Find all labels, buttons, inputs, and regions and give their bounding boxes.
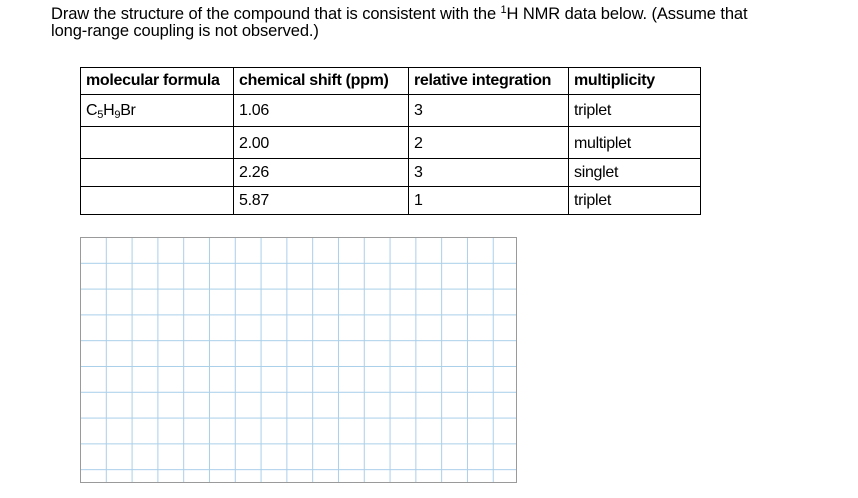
nmr-data-table xyxy=(80,67,701,215)
integration-cell: 3 xyxy=(409,95,569,127)
integration-cell: 3 xyxy=(409,159,569,187)
chemical-shift-cell: 2.00 xyxy=(234,127,409,159)
question-line2: long-range coupling is not observed.) xyxy=(51,22,319,40)
question-text xyxy=(51,6,841,40)
integration-cell: 1 xyxy=(409,187,569,215)
molecular-formula-cell xyxy=(81,127,234,159)
header-relative-integration: relative integration xyxy=(409,68,569,95)
integration-cell: 2 xyxy=(409,127,569,159)
multiplicity-cell: triplet xyxy=(569,187,701,215)
chemical-shift-cell: 1.06 xyxy=(234,95,409,127)
molecular-formula-cell xyxy=(81,159,234,187)
chemical-shift-cell: 5.87 xyxy=(234,187,409,215)
header-multiplicity: multiplicity xyxy=(569,68,701,95)
table-row xyxy=(81,127,701,159)
multiplicity-cell: triplet xyxy=(569,95,701,127)
multiplicity-cell: singlet xyxy=(569,159,701,187)
formula-bromine: Br xyxy=(120,101,136,119)
question-line1-end: H NMR data below. (Assume that xyxy=(506,5,748,23)
multiplicity-cell: multiplet xyxy=(569,127,701,159)
table-header-row xyxy=(81,68,701,95)
table-row xyxy=(81,95,701,127)
molecular-formula-cell xyxy=(81,187,234,215)
header-molecular-formula: molecular formula xyxy=(81,68,234,95)
formula-carbon: C xyxy=(86,101,98,119)
table-row xyxy=(81,159,701,187)
formula-hydrogen: H xyxy=(103,101,115,119)
formula-hydrogen-count: 9 xyxy=(114,108,121,121)
molecular-formula-cell xyxy=(81,95,234,127)
table-row xyxy=(81,187,701,215)
question-superscript: 1 xyxy=(500,4,507,16)
formula-carbon-count: 5 xyxy=(97,108,104,121)
structure-drawing-canvas[interactable] xyxy=(80,237,517,483)
question-line1-start: Draw the structure of the compound that is consistent with the xyxy=(51,5,501,23)
header-chemical-shift: chemical shift (ppm) xyxy=(234,68,409,95)
chemical-shift-cell: 2.26 xyxy=(234,159,409,187)
